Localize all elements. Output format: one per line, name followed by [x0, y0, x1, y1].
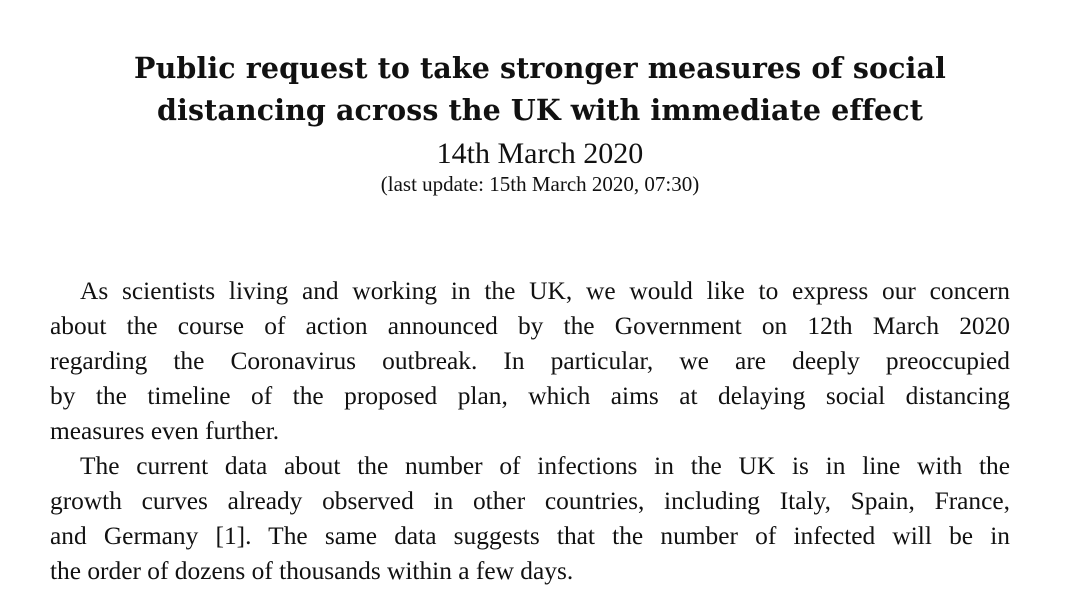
text-line: and Germany [1]. The same data suggests that the number of infected will be in [50, 522, 1010, 550]
title-line: Public request to take stronger measures of social [134, 51, 946, 85]
title-line: distancing across the UK with immediate effect [156, 93, 924, 127]
text-line: measures even further. [50, 417, 280, 445]
paragraph-2 [50, 449, 1010, 589]
document-date: 14th March 2020 [436, 137, 644, 170]
document-body [50, 274, 1010, 589]
text-line: As scientists living and working in the UK, we would like to express our concern [80, 277, 1010, 305]
paragraph-1 [50, 274, 1010, 449]
document-title [60, 47, 1020, 131]
text-line: about the course of action announced by the Government on 12th March 2020 [50, 312, 1010, 340]
text-line: regarding the Coronavirus outbreak. In particular, we are deeply preoccupied [50, 347, 1010, 375]
last-update-note: (last update: 15th March 2020, 07:30) [380, 172, 700, 196]
text-line: the order of dozens of thousands within a few days. [50, 557, 574, 585]
text-line: by the timeline of the proposed plan, which aims at delaying social distancing [50, 382, 1010, 410]
text-line: The current data about the number of infections in the UK is in line with the [80, 452, 1010, 480]
text-line: growth curves already observed in other countries, including Italy, Spain, France, [50, 487, 1010, 515]
